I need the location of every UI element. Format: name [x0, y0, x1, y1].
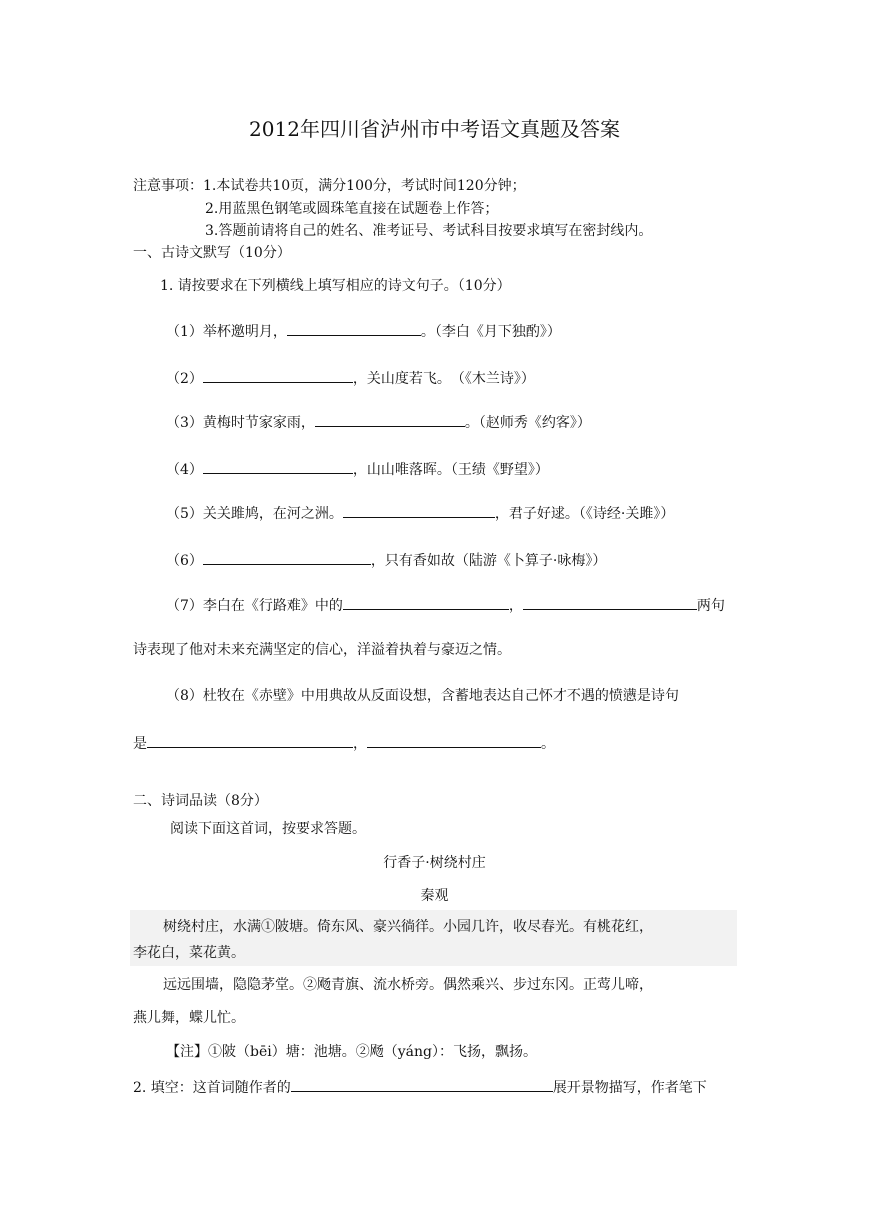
document-title: 2012年四川省泸州市中考语文真题及答案 [249, 117, 620, 141]
item-7-text: （7）李白在《行路难》中的 [166, 598, 343, 614]
item-7-comma: ， [508, 598, 523, 614]
item-3-text: （3）黄梅时节家家雨， [166, 415, 315, 431]
item-8-prefix: 是 [133, 736, 147, 752]
answer-blank-1[interactable] [287, 321, 421, 336]
item-2-source: ，关山度若飞。 （《木兰诗》） [352, 371, 535, 387]
section2-intro: 阅读下面这首词，按要求答题。 [170, 821, 366, 837]
answer-blank-q2[interactable] [291, 1077, 553, 1092]
poem-stanza-1-line-1: 树绕村庄，水满①陂塘。倚东风、豪兴徜徉。小园几许，收尽春光。有桃花红， [163, 919, 653, 935]
item-3 [166, 412, 591, 432]
item-1 [166, 321, 561, 341]
poem-stanza-1-line-2: 李花白，菜花黄。 [133, 945, 245, 961]
notes-line-1: 注意事项：1.本试卷共10页，满分100分，考试时间120分钟； [133, 178, 526, 194]
answer-blank-8b[interactable] [367, 733, 541, 748]
item-4-text: （4） [166, 462, 203, 478]
poem-stanza-2-line-1: 远远围墙，隐隐茅堂。②飏青旗、流水桥旁。偶然乘兴、步过东冈。正莺儿啼， [163, 977, 653, 993]
question-2 [133, 1077, 707, 1097]
poem-annotation: 【注】①陂（bēi）塘：池塘。②飏（yáng）：飞扬，飘扬。 [166, 1044, 537, 1060]
item-1-text: （1）举杯邀明月， [166, 324, 287, 340]
question-2-text: 2. 填空：这首词随作者的 [133, 1080, 291, 1096]
notes-line-2: 2.用蓝黑色钢笔或圆珠笔直接在试题卷上作答； [205, 201, 499, 217]
item-4 [166, 459, 549, 479]
answer-blank-8a[interactable] [147, 733, 353, 748]
poem-stanza-2-line-2: 燕儿舞，蝶儿忙。 [133, 1010, 245, 1026]
question-1-prompt: 1. 请按要求在下列横线上填写相应的诗文句子。（10分） [160, 278, 511, 294]
question-2-continuation: 展开景物描写，作者笔下 [552, 1080, 707, 1096]
item-6-text: （6） [166, 553, 203, 569]
item-4-source: ，山山唯落晖。（王绩《野望》） [352, 462, 549, 478]
item-5 [166, 503, 674, 523]
item-8-end: 。 [541, 736, 555, 752]
answer-blank-3[interactable] [315, 412, 465, 427]
answer-blank-7a[interactable] [343, 595, 509, 610]
poem-author: 秦观 [420, 888, 449, 904]
item-6-source: ，只有香如故（陆游《卜算子·咏梅》） [370, 553, 607, 569]
item-7-continuation: 诗表现了他对未来充满坚定的信心，洋溢着执着与豪迈之情。 [133, 642, 511, 658]
item-6 [166, 550, 606, 570]
item-2-text: （2） [166, 371, 203, 387]
section1-heading: 一、古诗文默写（10分） [133, 245, 291, 261]
notes-line-3: 3.答题前请将自己的姓名、准考证号、考试科目按要求填写在密封线内。 [205, 223, 653, 239]
item-8-comma: ， [353, 736, 367, 752]
answer-blank-4[interactable] [203, 459, 353, 474]
item-3-source: 。（赵师秀《约客》） [464, 415, 591, 431]
item-7 [166, 595, 725, 615]
item-5-source: ，君子好逑。（《诗经·关雎》） [494, 506, 675, 522]
answer-blank-7b[interactable] [523, 595, 697, 610]
item-1-source: 。（李白《月下独酌》） [420, 324, 561, 340]
poem-title: 行香子·树绕村庄 [383, 855, 486, 871]
item-7-suffix: 两句 [696, 598, 725, 614]
answer-blank-5[interactable] [343, 503, 495, 518]
item-8-text: （8）杜牧在《赤壁》中用典故从反面设想，含蓄地表达自己怀才不遇的愤懑是诗句 [166, 688, 679, 704]
section2-heading: 二、诗词品读（8分） [133, 793, 268, 809]
answer-blank-2[interactable] [203, 368, 353, 383]
item-8 [133, 733, 555, 753]
item-5-text: （5）关关雎鸠，在河之洲。 [166, 506, 343, 522]
item-2 [166, 368, 535, 388]
answer-blank-6[interactable] [203, 550, 371, 565]
